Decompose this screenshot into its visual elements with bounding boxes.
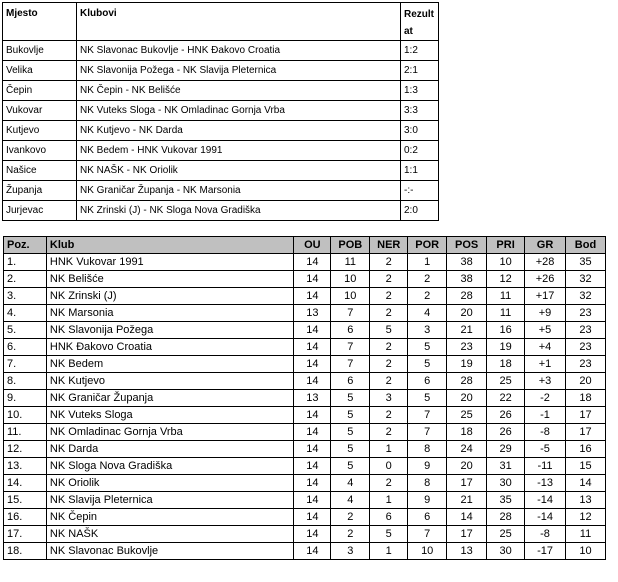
cell-gr: +17 [525, 288, 566, 305]
cell-pos: 24 [447, 441, 487, 458]
cell-bod: 16 [565, 441, 605, 458]
standings-row [4, 322, 606, 339]
match-place: Čepin [3, 81, 77, 101]
cell-gr: -5 [525, 441, 566, 458]
cell-ou: 14 [294, 509, 331, 526]
match-place: Bukovlje [3, 41, 77, 61]
cell-pob: 3 [331, 543, 370, 560]
cell-ner: 2 [370, 254, 408, 271]
cell-por: 1 [408, 254, 447, 271]
cell-gr: -14 [525, 492, 566, 509]
header-bod: Bod [565, 237, 605, 254]
cell-gr: -8 [525, 526, 566, 543]
match-place: Velika [3, 61, 77, 81]
cell-ou: 14 [294, 271, 331, 288]
cell-pos: 17 [447, 475, 487, 492]
cell-ou: 14 [294, 339, 331, 356]
header-pob: POB [331, 237, 370, 254]
cell-ou: 14 [294, 356, 331, 373]
cell-pos: 25 [447, 407, 487, 424]
cell-ou: 14 [294, 543, 331, 560]
cell-pos: 38 [447, 254, 487, 271]
match-result: 2:0 [401, 201, 439, 221]
cell-ner: 2 [370, 288, 408, 305]
cell-ner: 1 [370, 543, 408, 560]
cell-por: 5 [408, 339, 447, 356]
cell-klub: NK Darda [46, 441, 293, 458]
cell-poz: 3. [4, 288, 47, 305]
cell-poz: 10. [4, 407, 47, 424]
cell-ou: 14 [294, 492, 331, 509]
cell-pob: 5 [331, 441, 370, 458]
match-clubs: NK Zrinski (J) - NK Sloga Nova Gradiška [77, 201, 401, 221]
cell-pob: 11 [331, 254, 370, 271]
cell-pri: 11 [487, 305, 525, 322]
cell-ou: 14 [294, 441, 331, 458]
cell-ner: 1 [370, 441, 408, 458]
cell-por: 8 [408, 441, 447, 458]
cell-poz: 8. [4, 373, 47, 390]
cell-por: 3 [408, 322, 447, 339]
cell-pob: 4 [331, 475, 370, 492]
cell-klub: NK Čepin [46, 509, 293, 526]
match-result: 1:2 [401, 41, 439, 61]
cell-klub: NK Zrinski (J) [46, 288, 293, 305]
cell-pos: 18 [447, 424, 487, 441]
cell-pri: 18 [487, 356, 525, 373]
cell-gr: +28 [525, 254, 566, 271]
cell-pos: 20 [447, 305, 487, 322]
cell-gr: +5 [525, 322, 566, 339]
cell-bod: 10 [565, 543, 605, 560]
header-poz: Poz. [4, 237, 47, 254]
cell-poz: 15. [4, 492, 47, 509]
cell-klub: NK Slavonija Požega [46, 322, 293, 339]
cell-pob: 4 [331, 492, 370, 509]
match-row [3, 121, 439, 141]
cell-pri: 19 [487, 339, 525, 356]
cell-pos: 28 [447, 373, 487, 390]
match-row [3, 101, 439, 121]
cell-klub: NK Sloga Nova Gradiška [46, 458, 293, 475]
cell-pri: 26 [487, 424, 525, 441]
cell-ou: 14 [294, 288, 331, 305]
match-result: 1:3 [401, 81, 439, 101]
header-place: Mjesto [3, 3, 77, 41]
cell-pos: 13 [447, 543, 487, 560]
cell-ou: 14 [294, 526, 331, 543]
standings-row [4, 492, 606, 509]
cell-bod: 11 [565, 526, 605, 543]
match-result: 3:3 [401, 101, 439, 121]
cell-pos: 21 [447, 322, 487, 339]
cell-pob: 7 [331, 339, 370, 356]
standings-row [4, 390, 606, 407]
cell-pri: 30 [487, 543, 525, 560]
cell-pos: 23 [447, 339, 487, 356]
cell-gr: +26 [525, 271, 566, 288]
cell-ou: 14 [294, 407, 331, 424]
cell-ner: 3 [370, 390, 408, 407]
cell-pos: 14 [447, 509, 487, 526]
cell-pos: 20 [447, 458, 487, 475]
cell-gr: -13 [525, 475, 566, 492]
header-klub: Klub [46, 237, 293, 254]
cell-por: 2 [408, 288, 447, 305]
match-row [3, 161, 439, 181]
results-body [3, 3, 439, 221]
cell-pob: 7 [331, 356, 370, 373]
cell-pob: 2 [331, 526, 370, 543]
cell-bod: 23 [565, 356, 605, 373]
cell-poz: 14. [4, 475, 47, 492]
cell-klub: NK Belišće [46, 271, 293, 288]
match-result: -:- [401, 181, 439, 201]
cell-klub: HNK Đakovo Croatia [46, 339, 293, 356]
cell-poz: 17. [4, 526, 47, 543]
cell-pob: 5 [331, 458, 370, 475]
cell-klub: NK Vuteks Sloga [46, 407, 293, 424]
match-clubs: NK Graničar Županja - NK Marsonia [77, 181, 401, 201]
cell-pob: 6 [331, 373, 370, 390]
standings-row [4, 509, 606, 526]
standings-row [4, 475, 606, 492]
cell-por: 7 [408, 407, 447, 424]
cell-ner: 2 [370, 271, 408, 288]
cell-por: 7 [408, 424, 447, 441]
standings-header-row [4, 237, 606, 254]
cell-poz: 16. [4, 509, 47, 526]
cell-pri: 28 [487, 509, 525, 526]
cell-poz: 7. [4, 356, 47, 373]
cell-pos: 38 [447, 271, 487, 288]
cell-pri: 30 [487, 475, 525, 492]
match-place: Županja [3, 181, 77, 201]
cell-por: 5 [408, 390, 447, 407]
match-row [3, 81, 439, 101]
cell-ou: 14 [294, 475, 331, 492]
match-clubs: NK NAŠK - NK Oriolik [77, 161, 401, 181]
cell-ner: 6 [370, 509, 408, 526]
cell-bod: 18 [565, 390, 605, 407]
match-result: 0:2 [401, 141, 439, 161]
match-place: Našice [3, 161, 77, 181]
cell-bod: 23 [565, 305, 605, 322]
match-clubs: NK Bedem - HNK Vukovar 1991 [77, 141, 401, 161]
cell-por: 6 [408, 509, 447, 526]
cell-gr: -11 [525, 458, 566, 475]
match-clubs: NK Slavonac Bukovlje - HNK Đakovo Croatia [77, 41, 401, 61]
cell-gr: -17 [525, 543, 566, 560]
standings-row [4, 254, 606, 271]
standings-table [3, 236, 606, 560]
cell-bod: 32 [565, 288, 605, 305]
cell-por: 4 [408, 305, 447, 322]
match-place: Jurjevac [3, 201, 77, 221]
standings-row [4, 305, 606, 322]
cell-pob: 5 [331, 390, 370, 407]
cell-pri: 31 [487, 458, 525, 475]
cell-por: 9 [408, 458, 447, 475]
header-clubs: Klubovi [77, 3, 401, 41]
cell-pos: 19 [447, 356, 487, 373]
header-por: POR [408, 237, 447, 254]
standings-row [4, 424, 606, 441]
cell-klub: NK Omladinac Gornja Vrba [46, 424, 293, 441]
cell-por: 7 [408, 526, 447, 543]
cell-bod: 32 [565, 271, 605, 288]
cell-klub: NK Slavija Pleternica [46, 492, 293, 509]
match-place: Ivankovo [3, 141, 77, 161]
header-ner: NER [370, 237, 408, 254]
cell-ner: 5 [370, 526, 408, 543]
cell-pri: 11 [487, 288, 525, 305]
cell-pri: 25 [487, 526, 525, 543]
cell-por: 2 [408, 271, 447, 288]
cell-ner: 5 [370, 322, 408, 339]
cell-klub: HNK Vukovar 1991 [46, 254, 293, 271]
cell-pri: 10 [487, 254, 525, 271]
cell-poz: 2. [4, 271, 47, 288]
cell-por: 5 [408, 356, 447, 373]
cell-pri: 12 [487, 271, 525, 288]
standings-row [4, 526, 606, 543]
match-place: Vukovar [3, 101, 77, 121]
results-table [2, 2, 439, 221]
cell-ou: 13 [294, 390, 331, 407]
cell-pri: 22 [487, 390, 525, 407]
cell-gr: +1 [525, 356, 566, 373]
cell-ou: 14 [294, 424, 331, 441]
cell-poz: 12. [4, 441, 47, 458]
match-row [3, 41, 439, 61]
cell-por: 9 [408, 492, 447, 509]
header-gr: GR [525, 237, 566, 254]
cell-ner: 2 [370, 339, 408, 356]
cell-gr: +4 [525, 339, 566, 356]
cell-ou: 14 [294, 458, 331, 475]
cell-poz: 4. [4, 305, 47, 322]
cell-klub: NK Kutjevo [46, 373, 293, 390]
header-pri: PRI [487, 237, 525, 254]
cell-bod: 23 [565, 339, 605, 356]
cell-pri: 26 [487, 407, 525, 424]
cell-ner: 2 [370, 475, 408, 492]
cell-gr: -2 [525, 390, 566, 407]
header-result [401, 3, 439, 41]
match-clubs: NK Čepin - NK Belišće [77, 81, 401, 101]
match-clubs: NK Vuteks Sloga - NK Omladinac Gornja Vrba [77, 101, 401, 121]
cell-pob: 10 [331, 271, 370, 288]
cell-bod: 12 [565, 509, 605, 526]
header-result-line1: Rezult [404, 9, 434, 20]
cell-por: 10 [408, 543, 447, 560]
cell-ou: 14 [294, 254, 331, 271]
standings-row [4, 407, 606, 424]
cell-por: 6 [408, 373, 447, 390]
cell-pob: 5 [331, 407, 370, 424]
standings-row [4, 339, 606, 356]
cell-poz: 1. [4, 254, 47, 271]
cell-pri: 16 [487, 322, 525, 339]
cell-bod: 13 [565, 492, 605, 509]
cell-ou: 14 [294, 322, 331, 339]
cell-pob: 10 [331, 288, 370, 305]
cell-pos: 21 [447, 492, 487, 509]
cell-pos: 20 [447, 390, 487, 407]
cell-gr: +3 [525, 373, 566, 390]
match-result: 3:0 [401, 121, 439, 141]
cell-bod: 15 [565, 458, 605, 475]
standings-row [4, 373, 606, 390]
cell-bod: 14 [565, 475, 605, 492]
cell-pob: 2 [331, 509, 370, 526]
cell-ou: 14 [294, 373, 331, 390]
match-result: 1:1 [401, 161, 439, 181]
cell-ner: 2 [370, 407, 408, 424]
standings-row [4, 356, 606, 373]
cell-ner: 0 [370, 458, 408, 475]
standings-row [4, 271, 606, 288]
cell-bod: 23 [565, 322, 605, 339]
match-result: 2:1 [401, 61, 439, 81]
cell-pob: 6 [331, 322, 370, 339]
cell-poz: 11. [4, 424, 47, 441]
cell-gr: -1 [525, 407, 566, 424]
cell-gr: -8 [525, 424, 566, 441]
cell-pos: 28 [447, 288, 487, 305]
cell-pob: 7 [331, 305, 370, 322]
match-row [3, 141, 439, 161]
cell-por: 8 [408, 475, 447, 492]
match-clubs: NK Kutjevo - NK Darda [77, 121, 401, 141]
match-row [3, 61, 439, 81]
header-result-line2: at [404, 26, 413, 37]
cell-poz: 5. [4, 322, 47, 339]
cell-gr: -14 [525, 509, 566, 526]
cell-poz: 6. [4, 339, 47, 356]
cell-pri: 29 [487, 441, 525, 458]
cell-poz: 9. [4, 390, 47, 407]
cell-gr: +9 [525, 305, 566, 322]
cell-ner: 2 [370, 373, 408, 390]
cell-bod: 17 [565, 407, 605, 424]
cell-ou: 13 [294, 305, 331, 322]
cell-bod: 35 [565, 254, 605, 271]
cell-bod: 20 [565, 373, 605, 390]
standings-body [4, 237, 606, 560]
cell-ner: 1 [370, 492, 408, 509]
cell-ner: 2 [370, 305, 408, 322]
cell-ner: 2 [370, 356, 408, 373]
cell-pos: 17 [447, 526, 487, 543]
cell-pri: 25 [487, 373, 525, 390]
cell-pri: 35 [487, 492, 525, 509]
header-pos: POS [447, 237, 487, 254]
cell-klub: NK Graničar Županja [46, 390, 293, 407]
cell-ner: 2 [370, 424, 408, 441]
match-place: Kutjevo [3, 121, 77, 141]
match-row [3, 181, 439, 201]
standings-row [4, 288, 606, 305]
cell-poz: 18. [4, 543, 47, 560]
header-ou: OU [294, 237, 331, 254]
cell-klub: NK NAŠK [46, 526, 293, 543]
standings-row [4, 543, 606, 560]
match-row [3, 201, 439, 221]
cell-bod: 17 [565, 424, 605, 441]
standings-row [4, 458, 606, 475]
standings-row [4, 441, 606, 458]
cell-klub: NK Slavonac Bukovlje [46, 543, 293, 560]
cell-klub: NK Bedem [46, 356, 293, 373]
cell-poz: 13. [4, 458, 47, 475]
match-clubs: NK Slavonija Požega - NK Slavija Pleternica [77, 61, 401, 81]
cell-klub: NK Marsonia [46, 305, 293, 322]
cell-pob: 5 [331, 424, 370, 441]
results-header-row [3, 3, 439, 41]
cell-klub: NK Oriolik [46, 475, 293, 492]
